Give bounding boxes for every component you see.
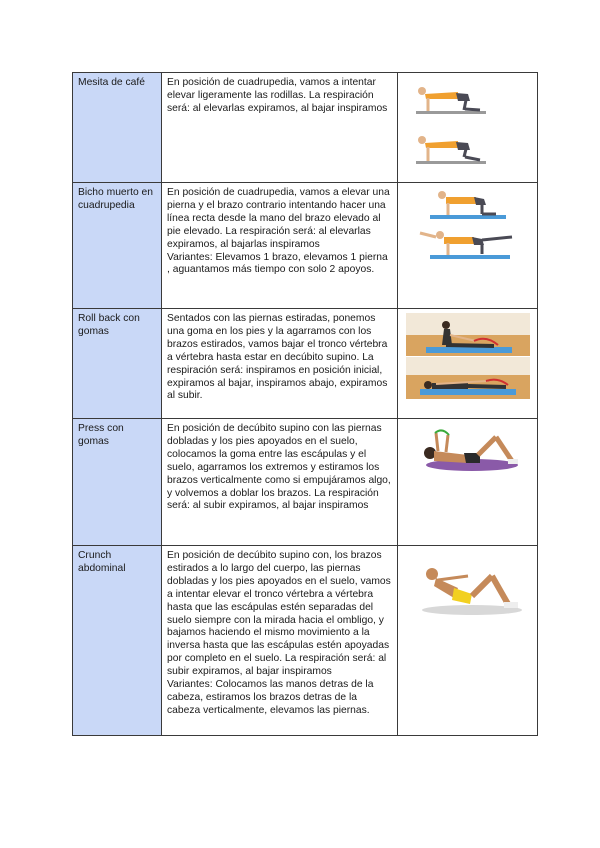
exercise-name: Mesita de café: [73, 73, 162, 183]
variants-text: Variantes: Elevamos 1 brazo, elevamos 1 pierna , aguantamos más tiempo con solo 2 apoyos.: [167, 251, 388, 276]
exercise-name: Crunch abdominal: [73, 546, 162, 736]
tabletop-knee-lift-illustration: [398, 73, 538, 183]
exercise-name: Bicho muerto en cuadrupedia: [73, 183, 162, 309]
exercise-description: [162, 546, 398, 736]
bird-dog-illustration: [398, 183, 538, 309]
bird-dog-image: [408, 187, 528, 267]
table-row: [73, 309, 538, 419]
table-row: [73, 183, 538, 309]
table-row: [73, 73, 538, 183]
description-text: En posición de cuadrupedia, vamos a elevar una pierna y el brazo contrario intentando hacer una línea recta desde la mano del brazo elevado al pie elevado. La respiración será: al elevarlas expiramos, al bajarlas inspiramos: [167, 187, 390, 250]
description-text: Sentados con las piernas estiradas, ponemos una goma en los pies y la agarramos con los brazos estirados, vamos bajar el tronco vértebra a vértebra hasta estar en decúbito supino. La respiración será: inspiramos en posición inicial, expiramos al bajar, inspiramos abajo, expiramos al subir.: [167, 313, 388, 402]
table-row: [73, 419, 538, 546]
description-text: En posición de cuadrupedia, vamos a intentar elevar ligeramente las rodillas. La respiración será: al elevarlas expiramos, al bajar inspiramos: [167, 77, 388, 114]
exercise-description: [162, 73, 398, 183]
description-text: En posición de decúbito supino con las piernas dobladas y los pies apoyados en el suelo, colocamos la goma entre las escápulas y el suelo, agarramos los extremos y estiramos los brazos verticalmente como si empujáramos algo, y volvemos a doblar los brazos. La respiración será: al subir expiramos, al bajar inspiramos: [167, 423, 391, 512]
roll-back-band-image: [406, 313, 530, 399]
press-band-image: [408, 423, 528, 479]
table-row: [73, 546, 538, 736]
variants-text: Variantes: Colocamos las manos detras de la cabeza, estiramos los brazos detras de la cabeza verticalmente, elevamos las piernas.: [167, 679, 374, 716]
exercise-description: [162, 183, 398, 309]
description-text: En posición de decúbito supino con, los brazos estirados a lo largo del cuerpo, las piernas dobladas y los pies apoyados en el suelo, vamos a intentar elevar el tronco vértebra a vértebra hasta que las escápulas estén separadas del suelo siempre con la mirada hacia el ombligo, y bajamos haciendo el mismo movimiento a la inversa hasta que las escápulas estén apoyadas por completo en el suelo. La respiración será: al subir expiramos, al bajar inspiramos: [167, 550, 391, 678]
roll-back-band-illustration: [398, 309, 538, 419]
exercise-description: [162, 309, 398, 419]
crunch-illustration: [398, 546, 538, 736]
crunch-image: [408, 550, 528, 620]
exercise-name: Roll back con gomas: [73, 309, 162, 419]
exercise-name: Press con gomas: [73, 419, 162, 546]
exercise-table: [72, 72, 538, 736]
press-band-illustration: [398, 419, 538, 546]
exercise-description: [162, 419, 398, 546]
tabletop-knee-lift-image: [408, 77, 528, 177]
